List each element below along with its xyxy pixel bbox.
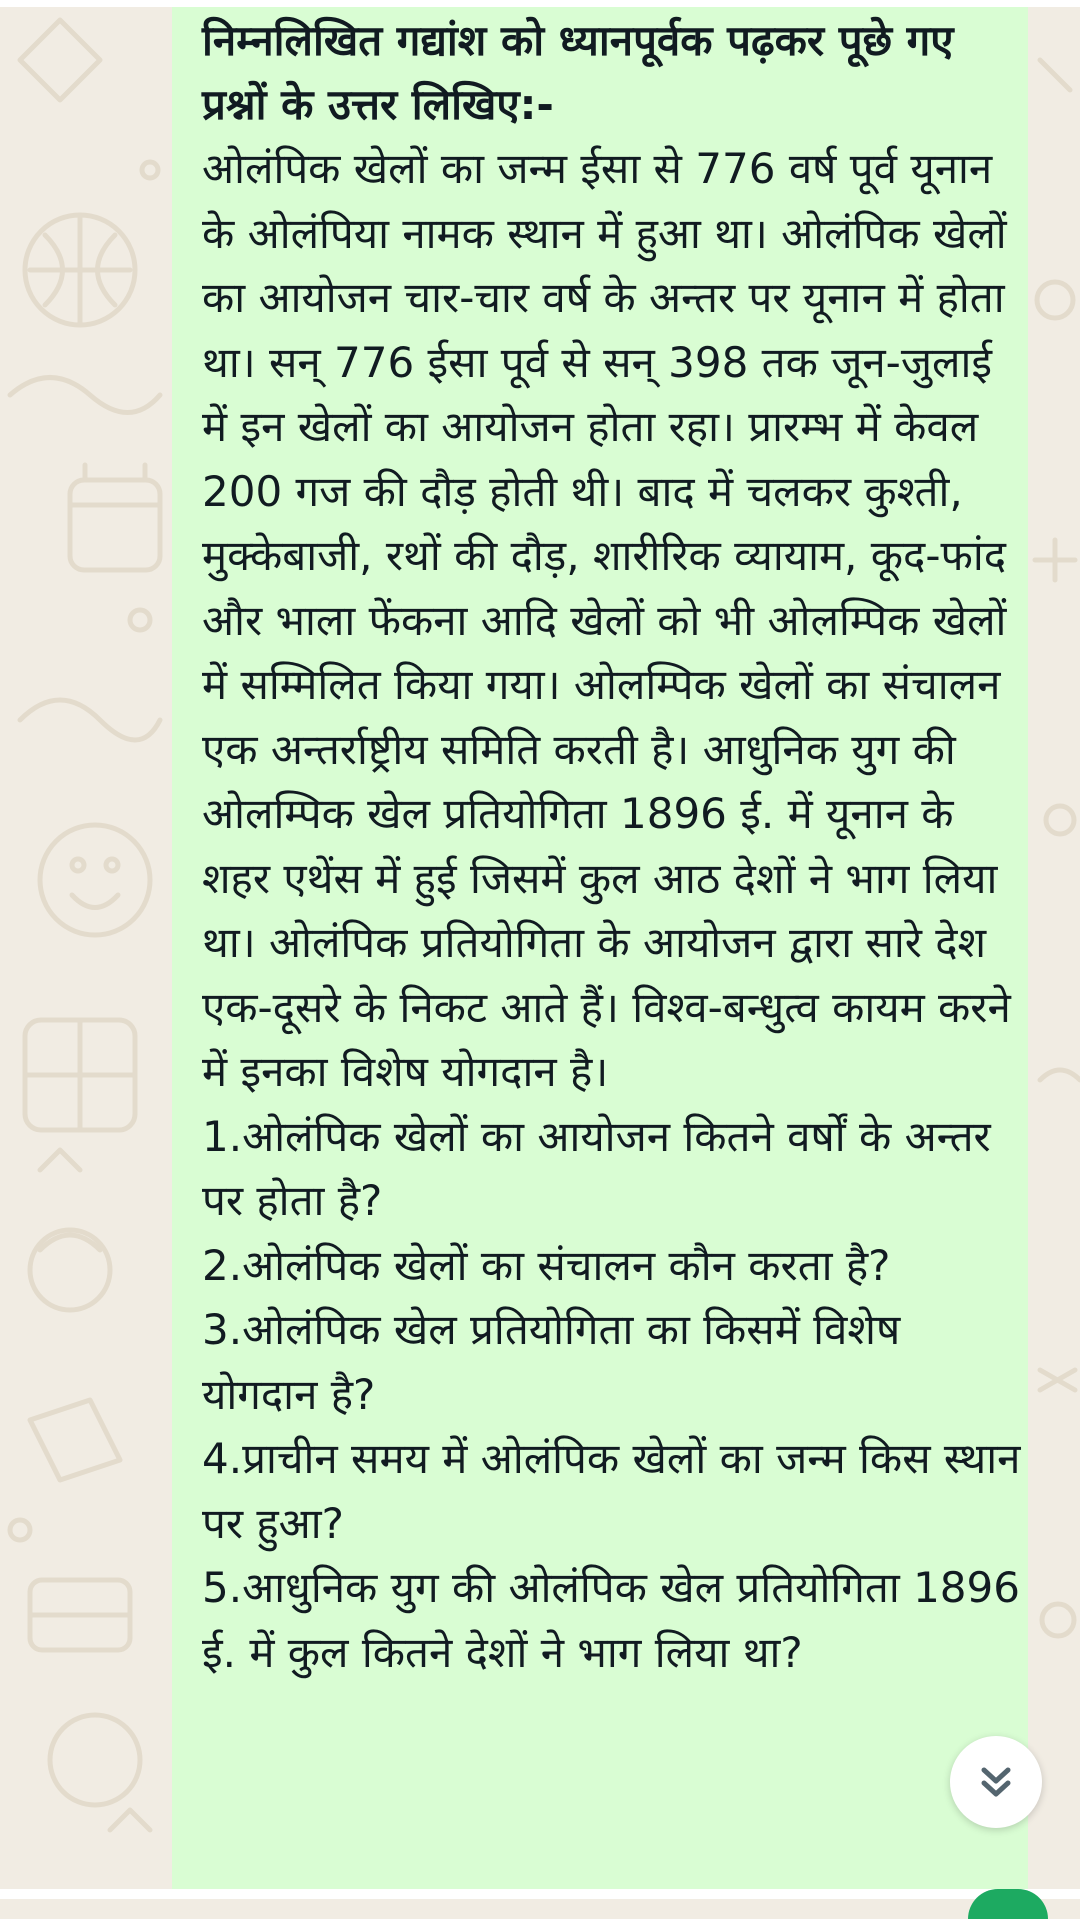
composer-edge: [0, 1889, 1080, 1899]
question-item: 3.ओलंपिक खेल प्रतियोगिता का किसमें विशेष योगदान है?: [202, 1305, 901, 1419]
status-strip: [0, 0, 1080, 7]
scroll-to-bottom-button[interactable]: [950, 1736, 1042, 1828]
double-chevron-down-icon: [976, 1762, 1016, 1802]
message-heading: निम्नलिखित गद्यांश को ध्यानपूर्वक पढ़कर पूछे गए प्रश्नों के उत्तर लिखिए:-: [202, 16, 954, 129]
question-item: 2.ओलंपिक खेलों का संचालन कौन करता है?: [202, 1240, 891, 1290]
question-item: 4.प्राचीन समय में ओलंपिक खेलों का जन्म किस स्थान पर हुआ?: [202, 1434, 1021, 1548]
question-item: 1.ओलंपिक खेलों का आयोजन कितने वर्षों के अन्तर पर होता है?: [202, 1111, 991, 1225]
message-passage: ओलंपिक खेलों का जन्म ईसा से 776 वर्ष पूर्व यूनान के ओलंपिया नामक स्थान में हुआ था। ओलंपिक खेलों का आयोजन चार-चार वर्ष के अन्तर पर यूनान में होता था। सन् 776 ईसा पूर्व से सन् 398 तक जून-जुलाई में इन खेलों का आयोजन होता रहा। प्रारम्भ में केवल 200 गज की दौड़ होती थी। बाद में चलकर कुश्ती, मुक्केबाजी, रथों की दौड़, शारीरिक व्यायाम, कूद-फांद और भाला फेंकना आदि खेलों को भी ओलम्पिक खेलों में सम्मिलित किया गया। ओलम्पिक खेलों का संचालन एक अन्तर्राष्ट्रीय समिति करती है। आधुनिक युग की ओलम्पिक खेल प्रतियोगिता 1896 ई. में यूनान के शहर एथेंस में हुई जिसमें कुल आठ देशों ने भाग लिया था। ओलंपिक प्रतियोगिता के आयोजन द्वारा सारे देश एक-दूसरे के निकट आते हैं। विश्व-बन्धुत्व कायम करने में इनका विशेष योगदान है।: [202, 144, 1011, 1096]
question-item: 5.आधुनिक युग की ओलंपिक खेल प्रतियोगिता 1896 ई. में कुल कितने देशों ने भाग लिया था?: [202, 1563, 1020, 1677]
message-bubble[interactable]: [172, 7, 1028, 1889]
question-list: [202, 1105, 1022, 1686]
